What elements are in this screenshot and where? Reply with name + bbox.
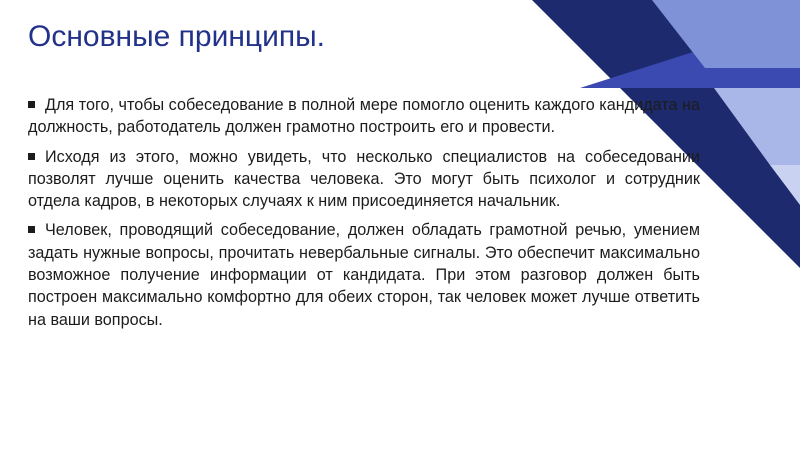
square-bullet-icon [28, 153, 35, 160]
bullet-item [28, 219, 700, 330]
square-bullet-icon [28, 101, 35, 108]
bullet-text: Человек, проводящий собеседование, должен обладать грамотной речью, умением задать нужные вопросы, прочитать невербальные сигналы. Это обеспечит максимально возможное получение информации от кандидата. При этом разговор должен быть построен максимально комфортно для обеих сторон, так человек может лучше ответить на ваши вопросы. [28, 221, 700, 329]
bullet-item [28, 94, 700, 139]
bullet-text: Для того, чтобы собеседование в полной мере помогло оценить каждого кандидата на должность, работодатель должен грамотно построить его и провести. [28, 96, 700, 137]
slide-title: Основные принципы. [28, 20, 326, 53]
bullet-text: Исходя из этого, можно увидеть, что несколько специалистов на собеседовании позволят лучше оценить качества человека. Это могут быть психолог и сотрудник отдела кадров, в некоторых случаях к ним присоединяется начальник. [28, 147, 700, 211]
bullet-list [28, 94, 700, 338]
square-bullet-icon [28, 226, 35, 233]
bullet-item [28, 146, 700, 213]
